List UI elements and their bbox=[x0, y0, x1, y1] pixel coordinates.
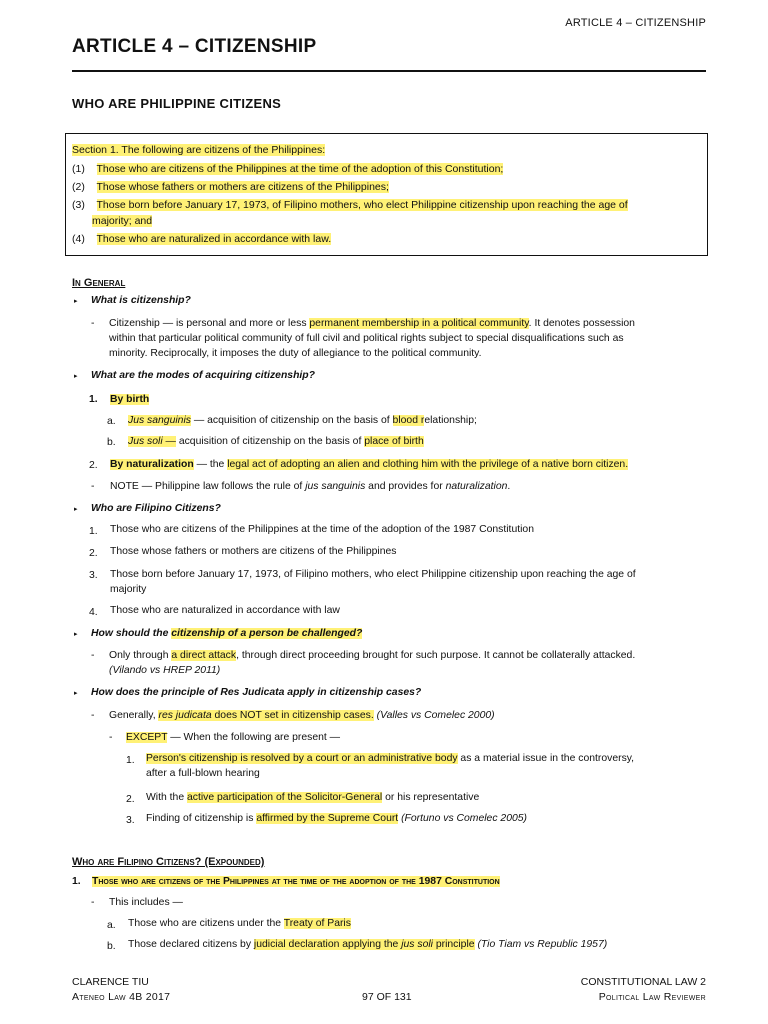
mode-2-text: By naturalization — the legal act of adopting an alien and clothing him with the privilege of a native born citizen. bbox=[110, 459, 629, 470]
mode-1a-letter: a. bbox=[107, 416, 116, 427]
mode-1b-text: Jus soli — acquisition of citizenship on the basis of place of birth bbox=[128, 436, 424, 447]
box-item-4: (4) Those who are naturalized in accordance with law. bbox=[72, 233, 332, 245]
includes-text: This includes — bbox=[109, 897, 183, 908]
answer-1-line-2: within that particular political community of full civil and political rights subject to special disqualifications such as bbox=[109, 333, 624, 344]
footer-author: CLARENCE TIU bbox=[72, 976, 149, 988]
filipino-3-text: Those born before January 17, 1973, of Filipino mothers, who elect Philippine citizenship upon reaching the age of bbox=[110, 569, 636, 580]
section-heading: WHO ARE PHILIPPINE CITIZENS bbox=[72, 96, 282, 111]
except-1-text: Person's citizenship is resolved by a court or an administrative body as a material issue in the controversy, bbox=[146, 753, 635, 764]
answer-4-line-1: Only through a direct attack, through direct proceeding brought for such purpose. It cannot be collaterally attacked. bbox=[109, 650, 636, 661]
box-item-3: (3) Those born before January 17, 1973, of Filipino mothers, who elect Philippine citizenship upon reaching the age of bbox=[72, 199, 628, 211]
running-header: ARTICLE 4 – CITIZENSHIP bbox=[565, 17, 706, 29]
except-2-text: With the active participation of the Solicitor-General or his representative bbox=[146, 792, 480, 803]
expounded-a-text: Those who are citizens under the Treaty of Paris bbox=[128, 918, 351, 929]
title-rule bbox=[72, 70, 706, 72]
answer-4-citation: (Vilando vs HREP 2011) bbox=[109, 665, 221, 676]
filipino-4-number: 4. bbox=[89, 607, 98, 618]
filipino-2-number: 2. bbox=[89, 548, 98, 559]
dash-marker: - bbox=[109, 732, 113, 743]
filipino-1-number: 1. bbox=[89, 526, 98, 537]
document-page bbox=[72, 0, 706, 1024]
dash-marker: - bbox=[91, 481, 95, 492]
bullet-triangle-icon: ▸ bbox=[74, 373, 78, 380]
filipino-4-text: Those who are naturalized in accordance with law bbox=[110, 605, 340, 616]
in-general-heading: In General bbox=[72, 277, 126, 289]
note-text: NOTE — Philippine law follows the rule of jus sanguinis and provides for naturalization. bbox=[110, 481, 511, 492]
constitution-box bbox=[65, 133, 708, 256]
answer-1-line-3: minority. Reciprocally, it imposes the duty of allegiance to the political community. bbox=[109, 348, 482, 359]
filipino-1-text: Those who are citizens of the Philippines at the time of the adoption of the 1987 Constitution bbox=[110, 524, 534, 535]
expounded-1-text: Those who are citizens of the Philippines at the time of the adoption of the 1987 Constitution bbox=[92, 876, 500, 887]
answer-5-text: Generally, res judicata does NOT set in citizenship cases. (Valles vs Comelec 2000) bbox=[109, 710, 495, 721]
expounded-heading: Who are Filipino Citizens? (Expounded) bbox=[72, 856, 265, 868]
mode-2-number: 2. bbox=[89, 460, 98, 471]
question-3: Who are Filipino Citizens? bbox=[91, 503, 221, 514]
question-2: What are the modes of acquiring citizenship? bbox=[91, 370, 316, 381]
page-title: ARTICLE 4 – CITIZENSHIP bbox=[72, 36, 317, 57]
except-3-text: Finding of citizenship is affirmed by the Supreme Court (Fortuno vs Comelec 2005) bbox=[146, 813, 527, 824]
footer-page-number: 97 OF 131 bbox=[362, 991, 412, 1003]
bullet-triangle-icon: ▸ bbox=[74, 298, 78, 305]
expounded-b-text: Those declared citizens by judicial declaration applying the jus soli principle (Tio Tiam vs Republic 1957) bbox=[128, 939, 608, 950]
bullet-triangle-icon: ▸ bbox=[74, 506, 78, 513]
filipino-3-cont: majority bbox=[110, 584, 147, 595]
bullet-triangle-icon: ▸ bbox=[74, 631, 78, 638]
dash-marker: - bbox=[91, 318, 95, 329]
mode-1a-text: Jus sanguinis — acquisition of citizenship on the basis of blood relationship; bbox=[128, 415, 477, 426]
question-4: How should the citizenship of a person be challenged? bbox=[91, 628, 363, 639]
footer-reviewer: Political Law Reviewer bbox=[598, 991, 706, 1003]
box-item-3-cont: majority; and bbox=[92, 215, 153, 227]
expounded-b-letter: b. bbox=[107, 941, 116, 952]
except-1-cont: after a full-blown hearing bbox=[146, 768, 260, 779]
box-intro: Section 1. The following are citizens of the Philippines: bbox=[72, 144, 326, 156]
except-1-number: 1. bbox=[126, 755, 135, 766]
dash-marker: - bbox=[91, 897, 95, 908]
dash-marker: - bbox=[91, 650, 95, 661]
mode-1b-letter: b. bbox=[107, 437, 116, 448]
question-5: How does the principle of Res Judicata apply in citizenship cases? bbox=[91, 687, 422, 698]
except-text: EXCEPT — When the following are present — bbox=[126, 732, 341, 743]
expounded-1-number: 1. bbox=[72, 876, 81, 887]
answer-1-line-1: Citizenship — is personal and more or less permanent membership in a political community. It denotes possession bbox=[109, 318, 635, 329]
expounded-a-letter: a. bbox=[107, 920, 116, 931]
filipino-2-text: Those whose fathers or mothers are citizens of the Philippines bbox=[110, 546, 397, 557]
box-item-1: (1) Those who are citizens of the Philippines at the time of the adoption of this Constitution; bbox=[72, 163, 504, 175]
mode-1-label: By birth bbox=[110, 394, 150, 405]
question-1: What is citizenship? bbox=[91, 295, 191, 306]
dash-marker: - bbox=[91, 710, 95, 721]
bullet-triangle-icon: ▸ bbox=[74, 690, 78, 697]
filipino-3-number: 3. bbox=[89, 570, 98, 581]
mode-1-number: 1. bbox=[89, 394, 98, 405]
box-item-2: (2) Those whose fathers or mothers are citizens of the Philippines; bbox=[72, 181, 389, 193]
footer-school: Ateneo Law 4B 2017 bbox=[72, 991, 171, 1003]
except-2-number: 2. bbox=[126, 794, 135, 805]
except-3-number: 3. bbox=[126, 815, 135, 826]
footer-course: CONSTITUTIONAL LAW 2 bbox=[580, 976, 706, 988]
